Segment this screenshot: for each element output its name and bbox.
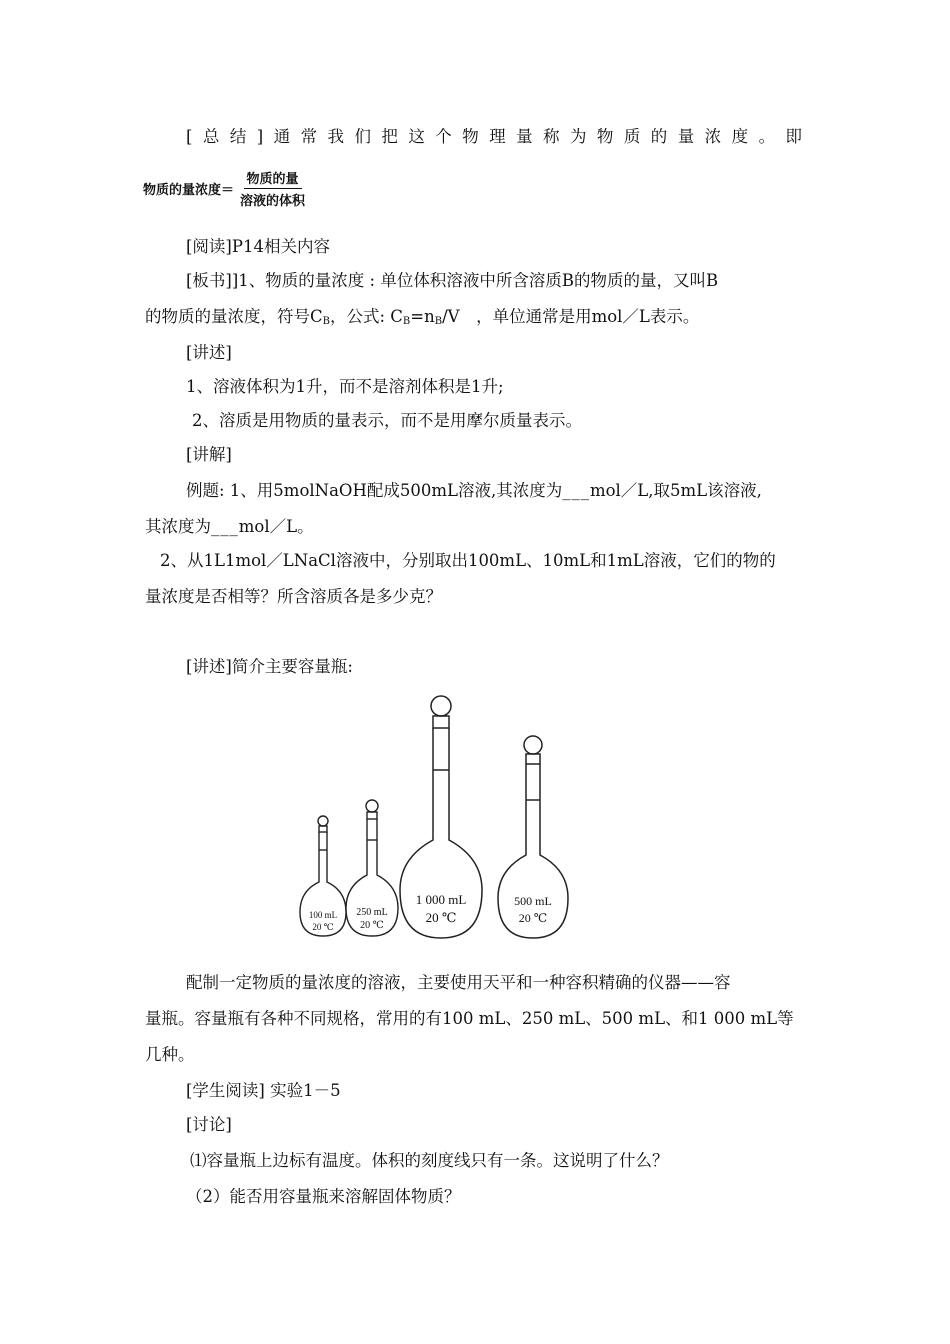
flask-250ml <box>346 800 398 936</box>
flask-1000-volume: 1 000 mL <box>415 892 467 907</box>
board-line-2 <box>145 306 699 333</box>
concentration-formula <box>143 168 308 209</box>
board-text-b: ，公式: C <box>329 307 403 326</box>
flask-500-temp: 20 ℃ <box>518 911 548 925</box>
discussion-question-2: （2）能否用容量瓶来溶解固体物质？ <box>186 1187 461 1206</box>
flask-100ml <box>300 816 346 936</box>
example-1-text-d: mol／L。 <box>238 517 314 536</box>
blank-2: ___ <box>211 517 239 536</box>
student-reading: [学生阅读] 实验1－5 <box>186 1081 341 1100</box>
board-text-c: =n <box>410 307 435 326</box>
reading-line: [阅读]P14相关内容 <box>186 237 330 256</box>
board-sub-b: B <box>402 316 411 327</box>
paragraph-line-2: 量瓶。容量瓶有各种不同规格，常用的有100 mL、250 mL、500 mL、和1 000 mL等 <box>145 1009 794 1028</box>
summary-text: 通常我们把这个物理量称为物质的量浓度。即 <box>267 127 807 146</box>
flask-500ml <box>498 736 568 938</box>
example-1-line-2 <box>145 516 314 538</box>
paragraph-line-3: 几种。 <box>145 1045 195 1064</box>
board-text-a: 的物质的量浓度，符号C <box>145 307 323 326</box>
board-text-d: /V ，单位通常是用mol／L表示。 <box>442 307 700 326</box>
example-2-line-1: 2、从1L1mol／LNaCl溶液中，分别取出100mL、10mL和1mL溶液，它们的物的 <box>160 551 776 570</box>
board-sub-a: B <box>322 316 330 327</box>
discussion-question-1: ⑴容量瓶上边标有温度。体积的刻度线只有一条。这说明了什么？ <box>190 1151 669 1170</box>
flask-1000-temp: 20 ℃ <box>425 910 457 925</box>
summary-tag: [总结] <box>186 127 268 146</box>
example-1-text-a: 例题: 1、用5molNaOH配成500mL溶液,其浓度为 <box>186 481 563 500</box>
flask-100-temp: 20 ℃ <box>312 922 334 932</box>
formula-lhs: 物质的量浓度＝ <box>143 183 235 198</box>
formula-numerator: 物质的量 <box>244 168 302 189</box>
example-1-line-1 <box>186 480 762 502</box>
example-1-text-c: 其浓度为 <box>145 517 211 536</box>
narrate-tag-1: [讲述] <box>186 343 232 362</box>
flask-1000ml <box>400 696 482 938</box>
volumetric-flasks-figure <box>290 690 580 945</box>
flask-100-volume: 100 mL <box>308 910 338 920</box>
example-1-text-b: mol／L,取5mL该溶液, <box>589 481 762 500</box>
example-2-line-2: 量浓度是否相等？所含溶质各是多少克？ <box>145 587 442 606</box>
blank-1: ___ <box>562 481 590 500</box>
paragraph-line-1: 配制一定物质的量浓度的溶液，主要使用天平和一种容积精确的仪器——容 <box>186 973 731 992</box>
formula-fraction <box>237 168 308 209</box>
summary-line <box>186 126 806 148</box>
formula-denominator: 溶液的体积 <box>240 194 306 209</box>
flask-250-volume: 250 mL <box>356 907 388 918</box>
board-line-1: [板书]]1、物质的量浓度 : 单位体积溶液中所含溶质B的物质的量，又叫B <box>186 271 719 290</box>
discussion-tag: [讨论] <box>186 1115 232 1134</box>
flask-500-volume: 500 mL <box>514 894 552 908</box>
narrate-point-1: 1、溶液体积为1升，而不是溶剂体积是1升; <box>186 377 504 396</box>
narrate-point-2: 2、溶质是用物质的量表示，而不是用摩尔质量表示。 <box>192 411 582 430</box>
board-sub-c: B <box>434 316 443 327</box>
narrate-flasks-intro: [讲述]简介主要容量瓶: <box>186 657 353 676</box>
explain-tag: [讲解] <box>186 445 232 464</box>
flask-250-temp: 20 ℃ <box>360 920 384 931</box>
